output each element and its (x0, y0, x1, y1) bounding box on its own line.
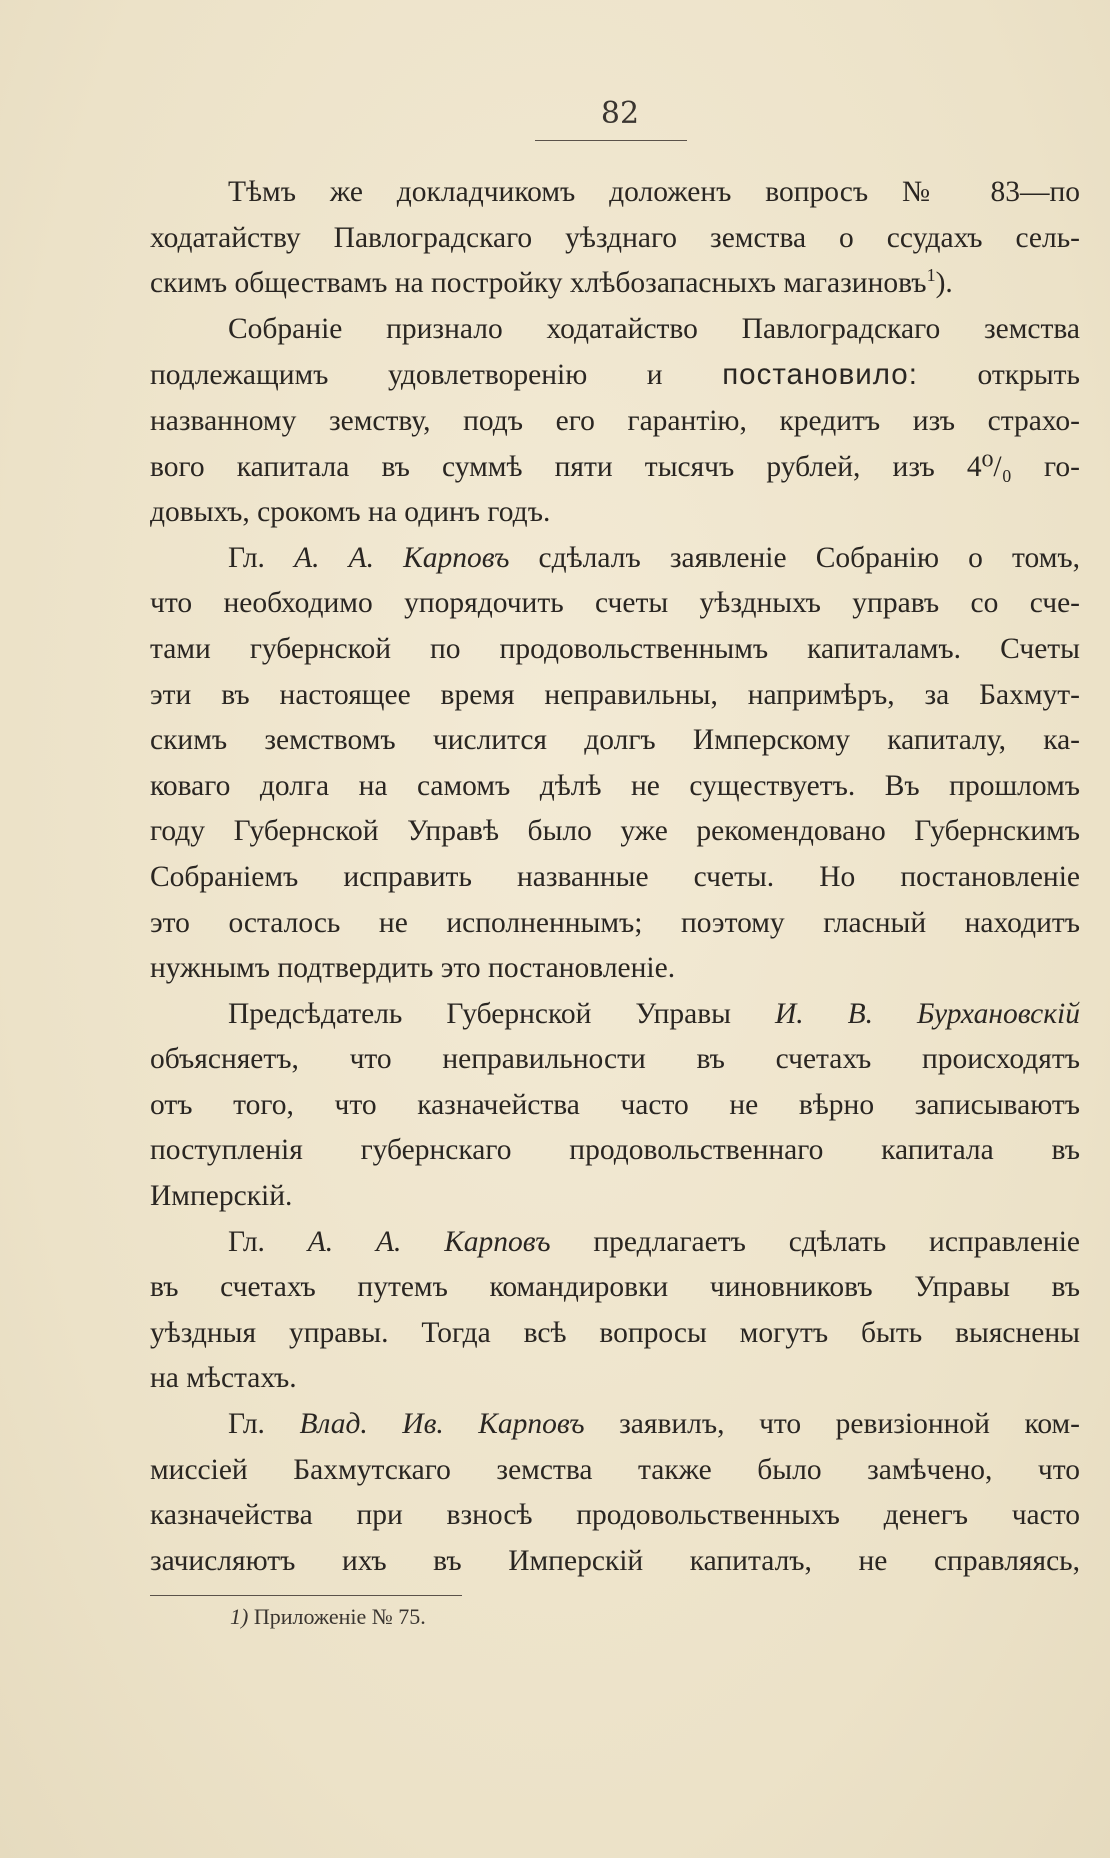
paragraph-4-line-2: объясняетъ, что неправильности въ счетахъ происходятъ (150, 1043, 1080, 1076)
paragraph-3-line-5: скимъ земствомъ числится долгъ Имперскому капиталу, ка- (150, 724, 1080, 757)
paragraph-3-line-10: нужнымъ подтвердить это постановленіе. (150, 952, 676, 985)
paragraph-6-line-2: миссіей Бахмутскаго земства также было замѣчено, что (150, 1453, 1080, 1486)
paragraph-5-line-1-start: Гл. (228, 1225, 308, 1258)
paragraph-6-line-4: зачисляютъ ихъ въ Имперскій капиталъ, не справляясь, (150, 1544, 1080, 1577)
paragraph-1-line-3-text: скимъ обществамъ на постройку хлѣбозапасныхъ магазиновъ (150, 267, 927, 300)
paragraph-5-line-1 (150, 1220, 1080, 1266)
paragraph-2-line-2-end: открыть (917, 359, 1080, 392)
paragraph-5-line-3: уѣздныя управы. Тогда всѣ вопросы могутъ быть выяснены (150, 1316, 1080, 1349)
body-text (150, 170, 1080, 1584)
paragraph-3-line-3: тами губернской по продовольственнымъ капиталамъ. Счеты (150, 632, 1080, 665)
paragraph-6-line-1-end: заявилъ, что ревизіонной ком- (584, 1408, 1080, 1441)
paragraph-6-line-1-start: Гл. (228, 1408, 300, 1441)
paragraph-4-line-4: поступленія губернскаго продовольственнаго капитала въ (150, 1134, 1080, 1167)
paragraph-1-line-1: Тѣмъ же докладчикомъ доложенъ вопросъ № 83—по (228, 176, 1080, 208)
paragraph-2-line-1: Собраніе признало ходатайство Павлоградскаго земства (228, 312, 1080, 345)
paragraph-4-line-3: отъ того, что казначейства часто не вѣрно записываютъ (150, 1088, 1080, 1121)
paragraph-3-line-1 (150, 536, 1080, 582)
paragraph-2-line-4: вого капитала въ суммѣ пяти тысячъ рублей, изъ 4⁰/₀ го- (150, 450, 1080, 483)
paragraph-5-line-1-end: предлагаетъ сдѣлать исправленіе (550, 1225, 1080, 1258)
paragraph-3-line-7: году Губернской Управѣ было уже рекомендовано Губернскимъ (150, 815, 1080, 848)
paragraph-4-line-1-start: Предсѣдатель Губернской Управы (228, 997, 775, 1030)
speaker-name: Влад. Ив. Карповъ (299, 1408, 585, 1441)
paragraph-5-line-2: въ счетахъ путемъ командировки чиновниковъ Управы въ (150, 1271, 1080, 1304)
speaker-name: А. А. Карповъ (307, 1225, 551, 1258)
paragraph-1-line-3 (150, 261, 1080, 307)
paragraph-6-line-3: казначейства при взносѣ продовольственныхъ денегъ часто (150, 1499, 1080, 1532)
footnote-rule (150, 1595, 462, 1596)
paragraph-3-line-9: это осталось не исполненнымъ; поэтому гласный находитъ (150, 906, 1080, 939)
header-rule (535, 140, 687, 141)
paragraph-1-line-3-end: ). (935, 267, 953, 300)
paragraph-3-line-1-start: Гл. (228, 541, 295, 574)
paragraph-3-line-8: Собраніемъ исправить названные счеты. Но постановленіе (150, 860, 1080, 893)
paragraph-3-line-1-end: сдѣлалъ заявленіе Собранію о томъ, (509, 541, 1080, 574)
speaker-name: А. А. Карповъ (294, 541, 510, 574)
paragraph-4-line-5: Имперскій. (150, 1180, 293, 1213)
paragraph-2-line-2-start: подлежащимъ удовлетворенію и (150, 359, 723, 392)
paragraph-3-line-2: что необходимо упорядочить счеты уѣздныхъ управъ со сче- (150, 587, 1080, 620)
paragraph-2-line-3: названному земству, подъ его гарантію, кредитъ изъ страхо- (150, 404, 1080, 437)
paragraph-1-line-2: ходатайству Павлоградскаго уѣзднаго земства о ссудахъ сель- (150, 221, 1080, 254)
paragraph-2-line-5: довыхъ, срокомъ на одинъ годъ. (150, 496, 551, 529)
footnote (230, 1604, 426, 1630)
footnote-text: Приложеніе № 75. (253, 1604, 426, 1629)
paragraph-3-line-4: эти въ настоящее время неправильны, напримѣръ, за Бахмут- (150, 678, 1080, 711)
page-number: 82 (600, 96, 640, 131)
paragraph-3-line-6: коваго долга на самомъ дѣлѣ не существуетъ. Въ прошломъ (150, 769, 1080, 802)
paragraph-5-line-4: на мѣстахъ. (150, 1362, 297, 1395)
paragraph-2-line-2 (150, 352, 1080, 399)
paragraph-6-line-1 (150, 1402, 1080, 1448)
paragraph-4-line-1 (150, 992, 1080, 1038)
speaker-name: И. В. Бурхановскій (774, 997, 1081, 1030)
footnote-mark: 1) (230, 1604, 249, 1629)
footnote-reference: 1 (926, 265, 936, 286)
resolution-keyword: постановило: (722, 358, 918, 392)
